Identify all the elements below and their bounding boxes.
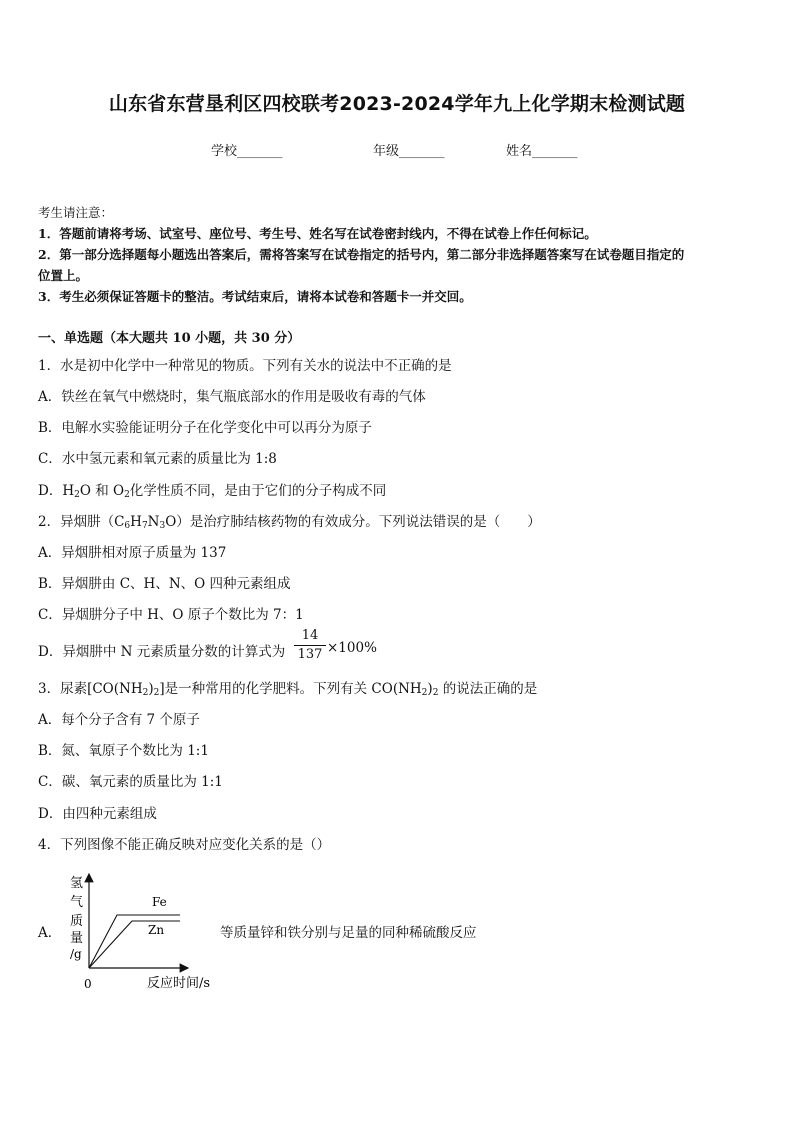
subscript: 2: [124, 490, 130, 500]
fraction: [294, 628, 326, 663]
q2-stem-text: N: [147, 514, 160, 530]
q1-d-text: O 和 O: [79, 483, 125, 499]
fraction-numerator: 14: [301, 628, 319, 643]
origin-label: 0: [84, 977, 92, 991]
x-axis-label: 反应时间/s: [147, 976, 211, 991]
notice-item: 位置上。: [38, 268, 89, 283]
subscript: 2: [432, 688, 439, 698]
question-2-stem: [38, 510, 541, 531]
q3-stem-text: ): [427, 681, 433, 697]
q3-stem-text: 3．尿素[CO(NH: [38, 681, 143, 697]
subscript: 7: [141, 521, 148, 531]
notice-item: 2．第一部分选择题每小题选出答案后，需将答案写在试卷指定的括号内，第二部分非选择题答案写在试卷题目指定的: [38, 247, 685, 262]
q2-stem-text: 2．异烟肼（C: [38, 514, 125, 530]
y-label-char: 气: [70, 895, 84, 910]
series-line-zn: [89, 921, 180, 968]
notice-item: 1．答题前请将考场、试室号、座位号、考生号、姓名写在试卷密封线内，不得在试卷上作任何标记。: [38, 226, 597, 241]
school-field[interactable]: 学校_______: [211, 144, 283, 159]
q2-option-c[interactable]: C．异烟肼分子中 H、O 原子个数比为 7：1: [38, 607, 304, 623]
q4-option-a[interactable]: A．: [38, 925, 62, 941]
notice-item: 3．考生必须保证答题卡的整洁。考试结束后，请将本试卷和答题卡一并交回。: [38, 289, 472, 304]
q1-d-text: 化学性质不同，是由于它们的分子构成不同: [129, 483, 387, 499]
q4-option-a-desc: 等质量锌和铁分别与足量的同种稀硫酸反应: [220, 925, 477, 941]
q2-d-suffix: ×100%: [327, 640, 377, 656]
q1-option-a[interactable]: A．铁丝在氧气中燃烧时，集气瓶底部水的作用是吸收有毒的气体: [38, 389, 426, 405]
q3-option-b[interactable]: B．氮、氧原子个数比为 1:1: [38, 743, 209, 759]
q3-stem-text: ): [148, 681, 154, 697]
q1-option-b[interactable]: B．电解水实验能证明分子在化学变化中可以再分为原子: [38, 420, 372, 436]
question-1-stem: 1．水是初中化学中一种常见的物质。下列有关水的说法中不正确的是: [38, 358, 452, 374]
subscript: 3: [159, 521, 166, 531]
q2-option-b[interactable]: B．异烟肼由 C、H、N、O 四种元素组成: [38, 576, 291, 592]
q3-option-c[interactable]: C．碳、氧元素的质量比为 1:1: [38, 774, 223, 790]
y-label-char: 量: [70, 931, 84, 946]
y-label-unit: /g: [70, 947, 82, 961]
q2-option-a[interactable]: A．异烟肼相对原子质量为 137: [38, 545, 227, 561]
q2-option-d[interactable]: D．异烟肼中 N 元素质量分数的计算式为: [38, 644, 286, 660]
notice-heading: 考生请注意：: [38, 205, 114, 220]
q3-option-a[interactable]: A．每个分子含有 7 个原子: [38, 712, 200, 728]
fraction-denominator: 137: [297, 647, 323, 662]
question-4-stem: 4．下列图像不能正确反映对应变化关系的是（）: [38, 837, 331, 853]
subscript: 2: [421, 688, 428, 698]
series-label-fe: Fe: [152, 895, 167, 909]
page-title: 山东省东营垦利区四校联考2023-2024学年九上化学期末检测试题: [108, 93, 686, 115]
section-heading: 一、单选题（本大题共 10 小题，共 30 分）: [38, 331, 301, 346]
q3-stem-text: 的说法正确的是: [438, 681, 538, 697]
series-line-fe: [89, 915, 180, 968]
q2-stem-text: H: [130, 514, 142, 530]
graph-hydrogen-vs-time: [60, 868, 230, 998]
y-label-char: 氢: [70, 876, 84, 891]
series-label-zn: Zn: [148, 923, 165, 937]
q1-d-text: D．H: [38, 483, 75, 499]
subscript: 2: [153, 688, 160, 698]
grade-field[interactable]: 年级_______: [373, 144, 445, 159]
q1-option-c[interactable]: C．水中氢元素和氧元素的质量比为 1:8: [38, 451, 277, 467]
y-label-char: 质: [70, 914, 84, 929]
q1-option-d[interactable]: [38, 479, 386, 500]
subscript: 2: [142, 688, 149, 698]
q3-option-d[interactable]: D．由四种元素组成: [38, 806, 157, 822]
name-field[interactable]: 姓名_______: [506, 144, 578, 159]
fraction-bar: [294, 645, 326, 646]
subscript: 6: [124, 521, 131, 531]
subscript: 2: [74, 490, 80, 500]
q3-stem-text: ]是一种常用的化学肥料。下列有关 CO(NH: [159, 681, 422, 697]
q2-stem-text: O）是治疗肺结核药物的有效成分。下列说法错误的是（ ）: [165, 514, 541, 530]
question-3-stem: [38, 677, 537, 698]
